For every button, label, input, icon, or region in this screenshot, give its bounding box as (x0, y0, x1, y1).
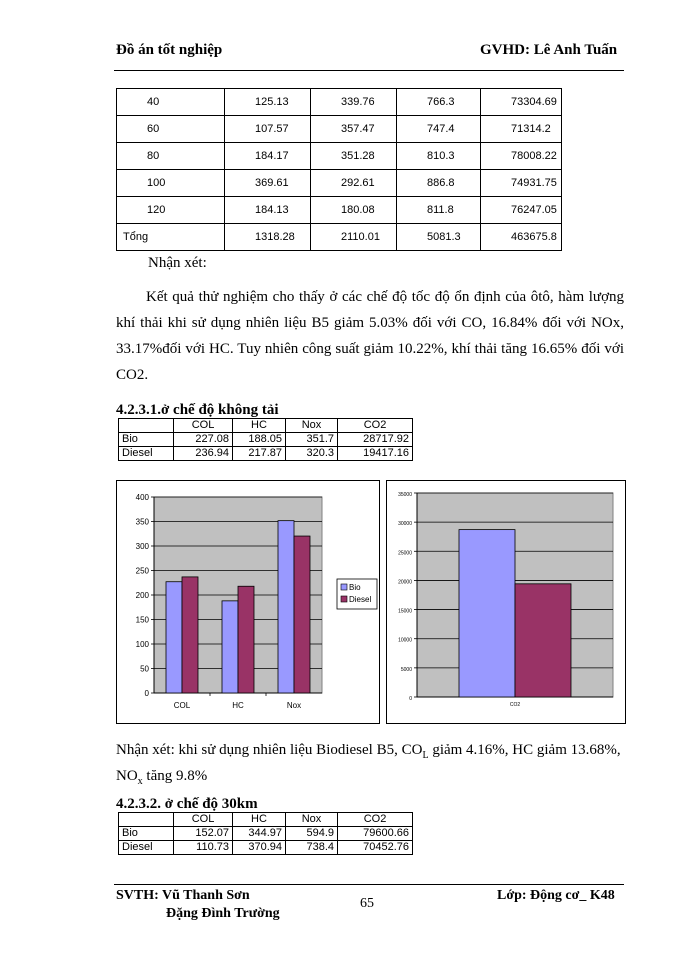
y-tick-label: 10000 (398, 637, 412, 644)
y-tick-label: 35000 (398, 492, 412, 498)
table-row (117, 197, 562, 224)
table-cell: 80 (117, 143, 225, 170)
table-cell: Bio (119, 827, 174, 841)
table-cell: Bio (119, 433, 174, 447)
table-cell: 357.47 (311, 116, 397, 143)
table-cell: Tổng (117, 224, 225, 251)
table-row (119, 841, 413, 855)
y-tick-label: 200 (135, 591, 149, 600)
table-cell: 351.7 (286, 433, 338, 447)
y-tick-label: 0 (409, 696, 412, 702)
footer-student-2: Đặng Đình Trường (166, 906, 280, 921)
table-cell: 351.28 (311, 143, 397, 170)
legend-label-diesel: Diesel (349, 595, 372, 604)
remark-paragraph: Kết quả thử nghiệm cho thấy ở các chế độ tốc độ ổn định của ôtô, hàm lượng khí thải khi sử dụng nhiên liệu B5 giảm 5.03% đối với CO, 16.84% đối với NOx, 33.17%đối với HC. Tuy nhiên công suất giảm 10.22%, khí thải tăng 16.65% đối với CO2. (116, 289, 624, 383)
y-tick-label: 400 (135, 493, 149, 502)
y-tick-label: 30000 (398, 521, 412, 528)
table-cell: 110.73 (174, 841, 233, 855)
table-row (117, 116, 562, 143)
table-cell: 886.8 (397, 170, 481, 197)
table-row (117, 170, 562, 197)
table-cell: 2110.01 (311, 224, 397, 251)
table-cell: 217.87 (233, 447, 286, 461)
table-row (119, 827, 413, 841)
idle-table (118, 418, 413, 461)
table-cell: 810.3 (397, 143, 481, 170)
table-cell: 28717.92 (338, 433, 413, 447)
column-header: Nox (286, 813, 338, 827)
y-tick-label: 250 (135, 566, 149, 576)
bar-diesel-co2 (515, 584, 571, 697)
y-tick-label: 0 (144, 689, 149, 698)
table-cell: 184.13 (225, 197, 311, 224)
table-row (119, 447, 413, 461)
table-cell: 107.57 (225, 116, 311, 143)
table-cell: 344.97 (233, 827, 286, 841)
footer-divider (114, 884, 624, 885)
table-row (119, 433, 413, 447)
column-header: CO2 (338, 813, 413, 827)
bar-bio-nox (278, 521, 294, 693)
table-cell: 100 (117, 170, 225, 197)
table-cell: 766.3 (397, 89, 481, 116)
y-tick-label: 300 (135, 542, 149, 551)
legend-label-bio: Bio (349, 583, 361, 592)
y-tick-label: 25000 (398, 550, 412, 557)
legend-swatch (341, 584, 347, 590)
table-cell: 5081.3 (397, 224, 481, 251)
bar-diesel-nox (294, 536, 310, 693)
table-cell: 188.05 (233, 433, 286, 447)
table-cell: 60 (117, 116, 225, 143)
column-header: CO2 (338, 419, 413, 433)
table-cell: 463675.8 (481, 224, 562, 251)
table-cell: 594.9 (286, 827, 338, 841)
table-cell: Diesel (119, 447, 174, 461)
table-cell: 76247.05 (481, 197, 562, 224)
table-cell: 120 (117, 197, 225, 224)
y-tick-label: 350 (135, 517, 149, 527)
table-cell: 180.08 (311, 197, 397, 224)
bar-bio-col (166, 582, 182, 693)
table-cell: 79600.66 (338, 827, 413, 841)
chart-col-hc-nox (116, 480, 380, 724)
column-header: HC (233, 813, 286, 827)
table-cell: 152.07 (174, 827, 233, 841)
x-tick-label: CO2 (509, 702, 521, 708)
section-title-30km: 4.2.3.2. ở chế độ 30km (116, 796, 258, 812)
table-cell: 811.8 (397, 197, 481, 224)
table-cell: 71314.2 (481, 116, 562, 143)
table-header-row (119, 419, 413, 433)
header-right: GVHD: Lê Anh Tuấn (480, 42, 618, 58)
footer-student-1: SVTH: Vũ Thanh Sơn (116, 888, 250, 903)
column-header: COL (174, 419, 233, 433)
y-tick-label: 5000 (400, 666, 412, 673)
y-tick-label: 20000 (398, 579, 412, 586)
table-row (117, 143, 562, 170)
table-cell: 40 (117, 89, 225, 116)
y-tick-label: 100 (135, 640, 149, 649)
table-row (117, 89, 562, 116)
table-cell: Diesel (119, 841, 174, 855)
y-tick-label: 150 (135, 615, 149, 625)
table-cell: 19417.16 (338, 447, 413, 461)
bar-diesel-col (182, 577, 198, 693)
chart-co2 (386, 480, 626, 724)
remark2-paragraph: Nhận xét: khi sử dụng nhiên liệu Biodiesel B5, $CO_L$ giảm 4.16%, HC giảm 13.68%, $NO_x$ tăng 9.8% (116, 742, 621, 787)
table-cell: 74931.75 (481, 170, 562, 197)
header-left: Đồ án tốt nghiệp (116, 42, 223, 58)
table-cell: 70452.76 (338, 841, 413, 855)
x-tick-label: HC (232, 701, 244, 710)
30km-table (118, 812, 413, 855)
footer-class: Lớp: Động cơ_ K48 (497, 888, 615, 903)
table-cell: 369.61 (225, 170, 311, 197)
section-title-idle: 4.2.3.1.ở chế độ không tải (116, 402, 279, 418)
remark-label: Nhận xét: (148, 255, 207, 271)
y-tick-label: 50 (140, 664, 149, 674)
table-header-row (119, 813, 413, 827)
table-cell: 73304.69 (481, 89, 562, 116)
table-cell: 236.94 (174, 447, 233, 461)
table-cell: 125.13 (225, 89, 311, 116)
column-header (119, 419, 174, 433)
column-header: Nox (286, 419, 338, 433)
table-cell: 292.61 (311, 170, 397, 197)
bar-bio-co2 (459, 530, 515, 697)
table-cell: 320.3 (286, 447, 338, 461)
column-header: HC (233, 419, 286, 433)
bar-bio-hc (222, 601, 238, 693)
page-number: 65 (360, 896, 374, 911)
column-header (119, 813, 174, 827)
x-tick-label: Nox (286, 701, 302, 710)
table-row (117, 224, 562, 251)
bar-diesel-hc (238, 586, 254, 693)
table-cell: 370.94 (233, 841, 286, 855)
table-cell: 184.17 (225, 143, 311, 170)
results-table (116, 88, 562, 251)
y-tick-label: 15000 (398, 608, 412, 615)
table-cell: 1318.28 (225, 224, 311, 251)
chart-col-hc-nox-svg (117, 481, 379, 723)
table-cell: 78008.22 (481, 143, 562, 170)
header-divider (114, 70, 624, 71)
column-header: COL (174, 813, 233, 827)
legend-swatch (341, 596, 347, 602)
table-cell: 747.4 (397, 116, 481, 143)
table-cell: 738.4 (286, 841, 338, 855)
chart-co2-svg (387, 481, 625, 723)
table-cell: 227.08 (174, 433, 233, 447)
table-cell: 339.76 (311, 89, 397, 116)
x-tick-label: COL (173, 701, 191, 710)
